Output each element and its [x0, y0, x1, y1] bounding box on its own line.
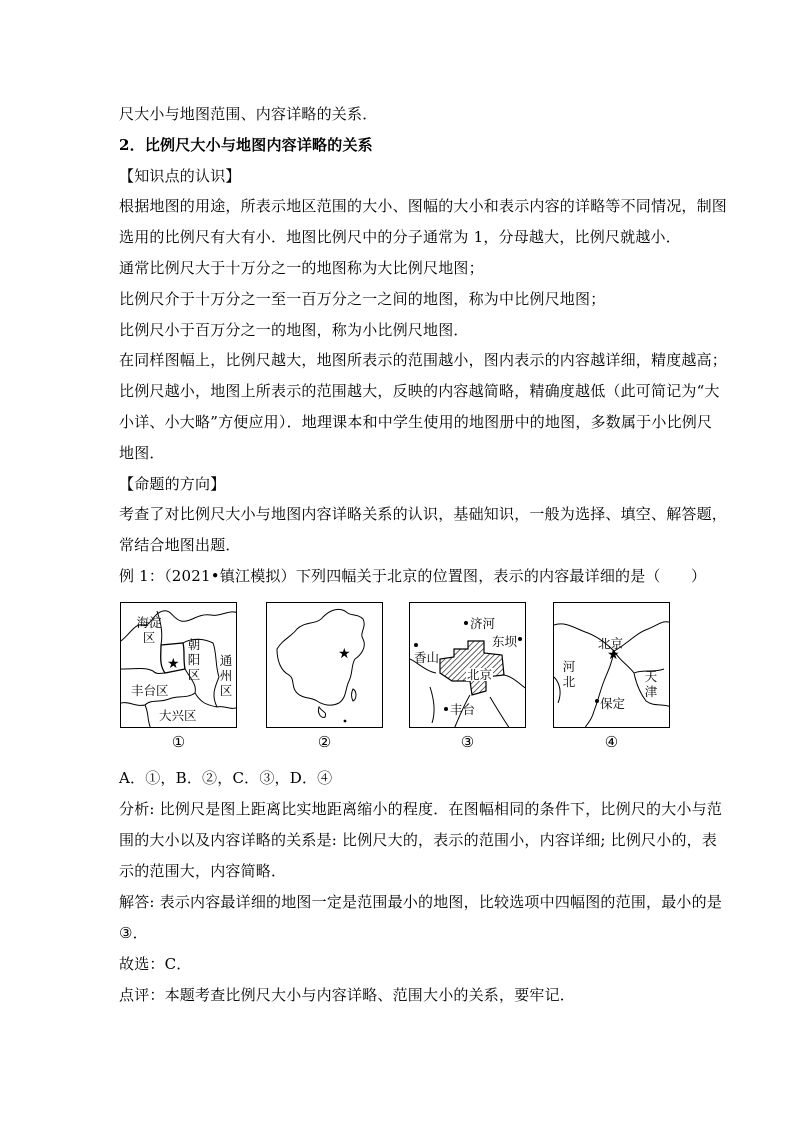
text-line: 通常比例尺大于十万分之一的地图称为大比例尺地图； [119, 259, 484, 277]
subheading: 【命题的方向】 [119, 475, 226, 493]
label-baoding: 保定 [600, 696, 626, 711]
maps-figure [120, 602, 680, 752]
text-line: 尺大小与地图范围、内容详略的关系． [119, 105, 378, 123]
label-tianjin: 天津 [644, 669, 658, 699]
star-icon: ★ [607, 647, 620, 663]
text-line: 在同样图幅上，比例尺越大，地图所表示的范围越小，图内表示的内容越详细，精度越高； [119, 351, 728, 369]
label-chaoyang: 朝阳区 [187, 637, 201, 682]
label-beijing: 北京 [598, 636, 624, 651]
text-line: 地图． [119, 444, 165, 462]
label-fengtai: 丰台 [450, 702, 476, 717]
answer-choice: 故选：C． [119, 955, 192, 973]
star-icon: ★ [167, 656, 180, 672]
label-hebei: 河北 [562, 659, 576, 689]
label-fengtai: 丰台区 [131, 683, 169, 698]
map-2-number: ② [317, 733, 332, 751]
map-1-number: ① [171, 733, 186, 751]
label-daxing: 大兴区 [159, 708, 197, 723]
text-line: 比例尺介于十万分之一至一百万分之一之间的地图，称为中比例尺地图； [119, 290, 606, 308]
subheading: 【知识点的认识】 [119, 167, 241, 185]
text-line: 选用的比例尺有大有小．地图比例尺中的分子通常为 1，分母越大，比例尺就越小． [119, 228, 681, 246]
map-3-number: ③ [460, 733, 475, 751]
map-1-districts [120, 602, 237, 728]
text-line: 考查了对比例尺大小与地图内容详略关系的认识，基础知识，一般为选择、填空、解答题， [119, 505, 728, 523]
analysis-text: 分析: 比例尺是图上距离比实地距离缩小的程度．在图幅相同的条件下，比例尺的大小与范 [119, 800, 723, 818]
text-line: 小详、小大略”方便应用）．地理课本和中学生使用的地图册中的地图，多数属于小比例尺 [119, 413, 713, 431]
label-xiangshan: 香山 [414, 650, 440, 665]
map-3-beijing-detail [409, 602, 526, 728]
label-tongzhou: 通州区 [219, 653, 233, 698]
label-jihe: 济河 [470, 616, 496, 631]
text-line: 常结合地图出题． [119, 536, 241, 554]
comment-text: 点评：本题考查比例尺大小与内容详略、范围大小的关系，要牢记． [119, 986, 576, 1004]
text-line: 比例尺越小，地图上所表示的范围越大，反映的内容越简略，精确度越低（此可简记为“大 [119, 382, 720, 400]
map-2-china [266, 602, 383, 728]
label-dongba: 东坝 [492, 634, 518, 649]
solution-text: ③． [119, 924, 148, 942]
map-4-region [553, 602, 670, 728]
section-heading: 2．比例尺大小与地图内容详略的关系 [119, 136, 373, 154]
map-2-outline [267, 603, 383, 728]
text-line: 根据地图的用途，所表示地区范围的大小、图幅的大小和表示内容的详略等不同情况，制图 [119, 197, 728, 215]
solution-text: 解答: 表示内容最详细的地图一定是范围最小的地图，比较选项中四幅图的范围，最小的是 [119, 893, 723, 911]
example-question: 例 1：（2021•镇江模拟）下列四幅关于北京的位置图，表示的内容最详细的是（ ） [119, 567, 707, 585]
label-haidian: 海淀区 [136, 615, 162, 645]
map-4-number: ④ [604, 733, 619, 751]
text-line: 比例尺小于百万分之一的地图，称为小比例尺地图． [119, 321, 469, 339]
label-beijing: 北京 [467, 667, 493, 682]
star-icon: ★ [338, 646, 351, 662]
analysis-text: 示的范围大，内容简略． [119, 862, 287, 880]
analysis-text: 围的大小以及内容详略的关系是: 比例尺大的，表示的范围小，内容详细; 比例尺小的，表 [119, 831, 718, 849]
answer-options: A．①，B．②，C．③，D．④ [119, 769, 333, 787]
